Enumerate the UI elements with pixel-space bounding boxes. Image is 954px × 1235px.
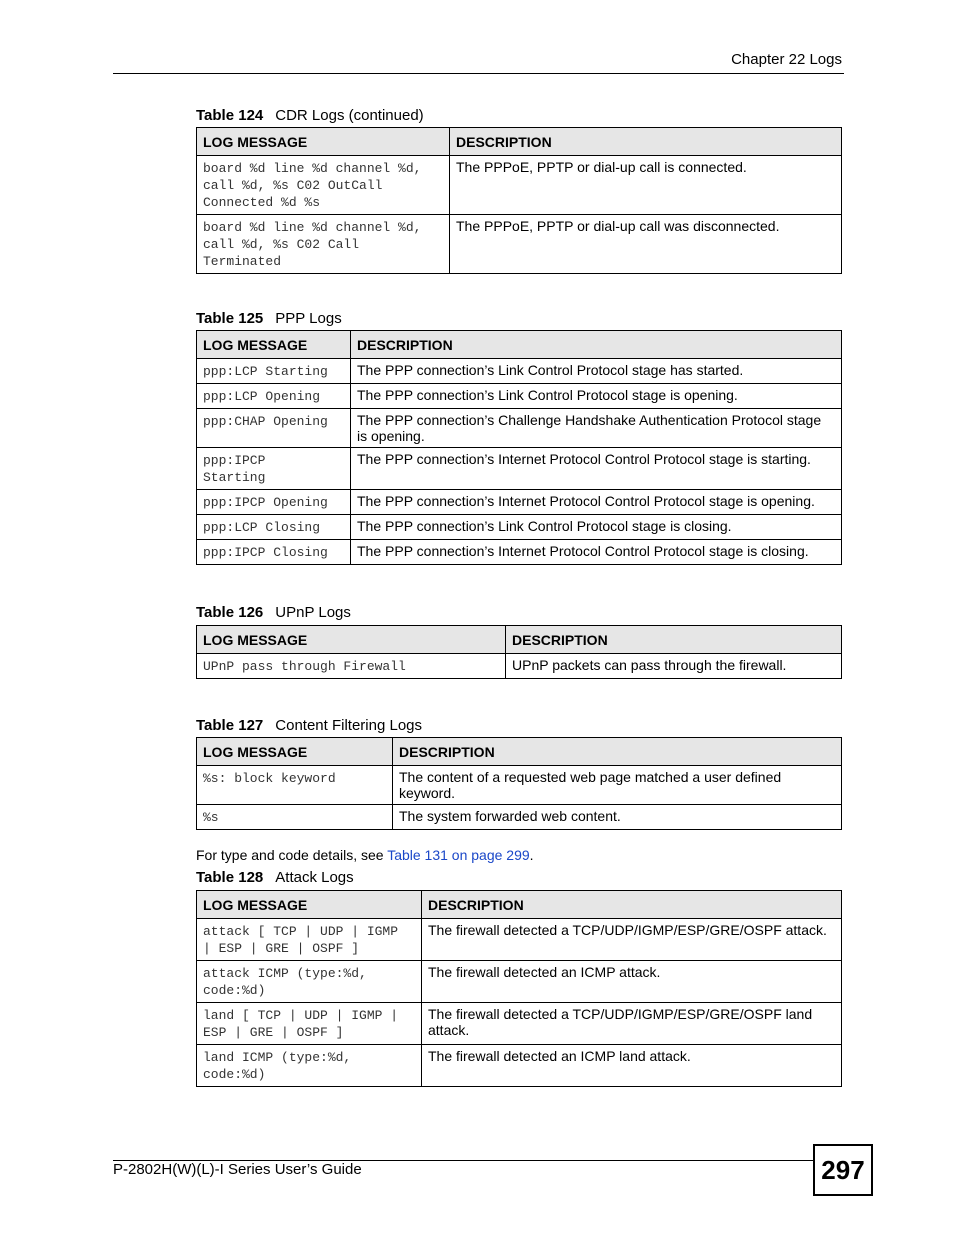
- table-127-caption: [196, 717, 422, 734]
- table-125: [196, 330, 842, 565]
- note-suffix: .: [529, 847, 534, 863]
- col-header-description: DESCRIPTION: [506, 626, 842, 654]
- log-message-cell: ppp:LCP Opening: [197, 384, 351, 409]
- description-cell: The PPP connection’s Internet Protocol Control Protocol stage is opening.: [351, 490, 842, 515]
- col-header-log-message: LOG MESSAGE: [197, 128, 450, 156]
- table-row: [197, 654, 842, 679]
- col-header-description: DESCRIPTION: [393, 738, 842, 766]
- col-header-log-message: LOG MESSAGE: [197, 331, 351, 359]
- log-message-cell: UPnP pass through Firewall: [197, 654, 506, 679]
- log-message-cell: land ICMP (type:%d, code:%d): [197, 1045, 422, 1087]
- table-row: [197, 961, 842, 1003]
- log-message-cell: ppp:CHAP Opening: [197, 409, 351, 448]
- log-message-cell: ppp:IPCP Opening: [197, 490, 351, 515]
- log-message-cell: %s: [197, 805, 393, 830]
- log-message-cell: ppp:IPCP Closing: [197, 540, 351, 565]
- page-number: 297: [813, 1144, 873, 1196]
- description-cell: The PPP connection’s Link Control Protocol stage is closing.: [351, 515, 842, 540]
- table-124: [196, 127, 842, 274]
- table-header-row: [197, 128, 842, 156]
- table-number: Table 126: [196, 604, 264, 621]
- table-title: Attack Logs: [275, 869, 354, 886]
- table-header-row: [197, 331, 842, 359]
- type-code-note: [196, 847, 534, 863]
- log-message-cell: land [ TCP | UDP | IGMP | ESP | GRE | OSPF ]: [197, 1003, 422, 1045]
- table-title: UPnP Logs: [275, 604, 351, 621]
- chapter-title: Chapter 22 Logs: [731, 51, 842, 68]
- table-row: [197, 384, 842, 409]
- table-row: [197, 1045, 842, 1087]
- table-126: [196, 625, 842, 679]
- description-cell: The system forwarded web content.: [393, 805, 842, 830]
- col-header-description: DESCRIPTION: [422, 891, 842, 919]
- table-title: Content Filtering Logs: [275, 717, 423, 734]
- table-125-caption: [196, 310, 342, 327]
- table-title: PPP Logs: [275, 310, 342, 327]
- log-message-cell: board %d line %d channel %d, call %d, %s C02 OutCall Connected %d %s: [197, 156, 450, 215]
- description-cell: The PPP connection’s Internet Protocol Control Protocol stage is closing.: [351, 540, 842, 565]
- description-cell: The firewall detected an ICMP land attack.: [422, 1045, 842, 1087]
- table-row: [197, 1003, 842, 1045]
- description-cell: The PPP connection’s Link Control Protocol stage is opening.: [351, 384, 842, 409]
- header-divider: [113, 73, 844, 74]
- log-message-cell: %s: block keyword: [197, 766, 393, 805]
- table-number: Table 125: [196, 310, 264, 327]
- col-header-description: DESCRIPTION: [351, 331, 842, 359]
- table-header-row: [197, 891, 842, 919]
- table-128-caption: [196, 869, 354, 886]
- guide-title: P-2802H(W)(L)-I Series User’s Guide: [113, 1161, 362, 1178]
- description-cell: The PPP connection’s Link Control Protocol stage has started.: [351, 359, 842, 384]
- log-message-cell: attack [ TCP | UDP | IGMP | ESP | GRE | OSPF ]: [197, 919, 422, 961]
- table-row: [197, 490, 842, 515]
- description-cell: The PPP connection’s Internet Protocol Control Protocol stage is starting.: [351, 448, 842, 490]
- note-prefix: For type and code details, see: [196, 847, 388, 863]
- description-cell: UPnP packets can pass through the firewall.: [506, 654, 842, 679]
- table-row: [197, 919, 842, 961]
- description-cell: The firewall detected an ICMP attack.: [422, 961, 842, 1003]
- table-row: [197, 409, 842, 448]
- col-header-log-message: LOG MESSAGE: [197, 626, 506, 654]
- log-message-cell: ppp:LCP Closing: [197, 515, 351, 540]
- table-row: [197, 805, 842, 830]
- table-number: Table 124: [196, 107, 264, 124]
- description-cell: The PPPoE, PPTP or dial-up call was disconnected.: [450, 215, 842, 274]
- table-124-caption: [196, 107, 424, 124]
- table-131-link[interactable]: Table 131 on page 299: [387, 847, 530, 863]
- table-number: Table 128: [196, 869, 264, 886]
- description-cell: The firewall detected a TCP/UDP/IGMP/ESP/GRE/OSPF attack.: [422, 919, 842, 961]
- table-row: [197, 359, 842, 384]
- description-cell: The firewall detected a TCP/UDP/IGMP/ESP/GRE/OSPF land attack.: [422, 1003, 842, 1045]
- table-127: [196, 737, 842, 830]
- table-row: [197, 156, 842, 215]
- table-row: [197, 766, 842, 805]
- table-header-row: [197, 626, 842, 654]
- col-header-log-message: LOG MESSAGE: [197, 891, 422, 919]
- table-row: [197, 540, 842, 565]
- log-message-cell: ppp:IPCP Starting: [197, 448, 351, 490]
- col-header-log-message: LOG MESSAGE: [197, 738, 393, 766]
- log-message-cell: ppp:LCP Starting: [197, 359, 351, 384]
- table-row: [197, 215, 842, 274]
- table-row: [197, 515, 842, 540]
- description-cell: The PPPoE, PPTP or dial-up call is connected.: [450, 156, 842, 215]
- log-message-cell: board %d line %d channel %d, call %d, %s C02 Call Terminated: [197, 215, 450, 274]
- log-message-cell: attack ICMP (type:%d, code:%d): [197, 961, 422, 1003]
- table-header-row: [197, 738, 842, 766]
- table-title: CDR Logs (continued): [275, 107, 424, 124]
- col-header-description: DESCRIPTION: [450, 128, 842, 156]
- table-number: Table 127: [196, 717, 264, 734]
- description-cell: The content of a requested web page matched a user defined keyword.: [393, 766, 842, 805]
- description-cell: The PPP connection’s Challenge Handshake Authentication Protocol stage is opening.: [351, 409, 842, 448]
- table-128: [196, 890, 842, 1087]
- table-126-caption: [196, 604, 351, 621]
- table-row: [197, 448, 842, 490]
